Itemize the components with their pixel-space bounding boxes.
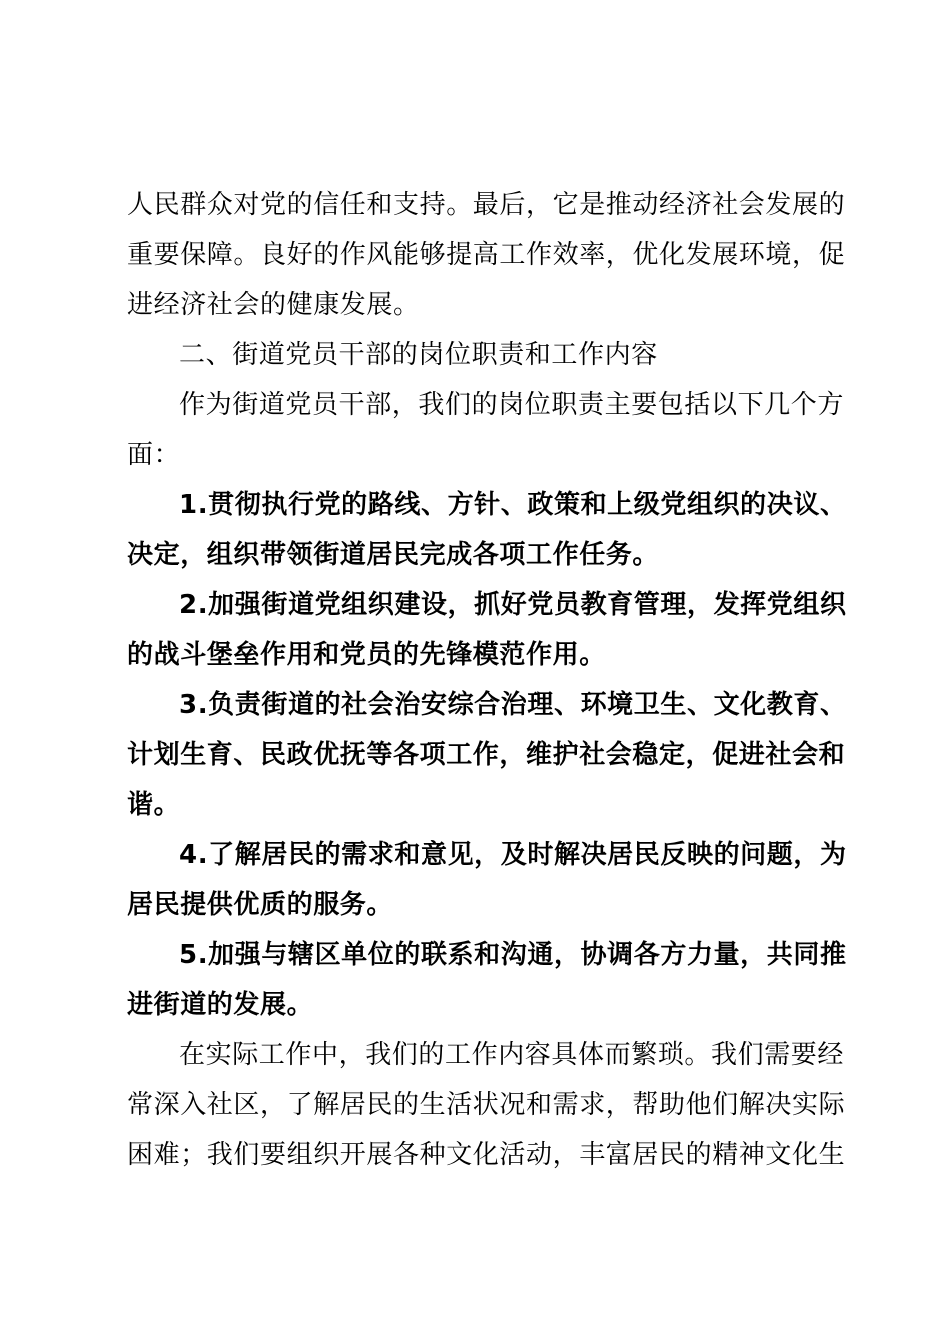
paragraph-line: 困难；我们要组织开展各种文化活动，丰富居民的精神文化生 — [127, 1140, 846, 1170]
duty-item-line: 的战斗堡垒作用和党员的先锋模范作用。 — [127, 640, 606, 670]
duty-item-line: 5.加强与辖区单位的联系和沟通，协调各方力量，共同推 — [179, 940, 847, 970]
duty-item-line: 1.贯彻执行党的路线、方针、政策和上级党组织的决议、 — [179, 490, 847, 520]
duty-item-line: 计划生育、民政优抚等各项工作，维护社会稳定，促进社会和 — [127, 740, 846, 770]
duty-item-line: 4.了解居民的需求和意见，及时解决居民反映的问题，为 — [179, 840, 847, 870]
duty-item-line: 2.加强街道党组织建设，抓好党员教育管理，发挥党组织 — [179, 590, 847, 620]
paragraph-line: 常深入社区，了解居民的生活状况和需求，帮助他们解决实际 — [127, 1090, 846, 1120]
duty-item-line: 进街道的发展。 — [127, 990, 314, 1020]
paragraph-line: 作为街道党员干部，我们的岗位职责主要包括以下几个方 — [179, 390, 845, 420]
duty-item-line: 3.负责街道的社会治安综合治理、环境卫生、文化教育、 — [179, 690, 847, 720]
duty-item-line: 决定，组织带领街道居民完成各项工作任务。 — [127, 540, 660, 570]
paragraph-line: 人民群众对党的信任和支持。最后，它是推动经济社会发展的 — [127, 190, 846, 220]
section-heading: 二、街道党员干部的岗位职责和工作内容 — [179, 340, 658, 370]
paragraph-line: 面： — [127, 440, 181, 470]
paragraph-line: 在实际工作中，我们的工作内容具体而繁琐。我们需要经 — [179, 1040, 845, 1070]
duty-item-line: 谐。 — [127, 790, 181, 820]
paragraph-line: 重要保障。良好的作风能够提高工作效率，优化发展环境，促 — [127, 240, 846, 270]
duty-item-line: 居民提供优质的服务。 — [127, 890, 394, 920]
paragraph-line: 进经济社会的健康发展。 — [127, 290, 420, 320]
